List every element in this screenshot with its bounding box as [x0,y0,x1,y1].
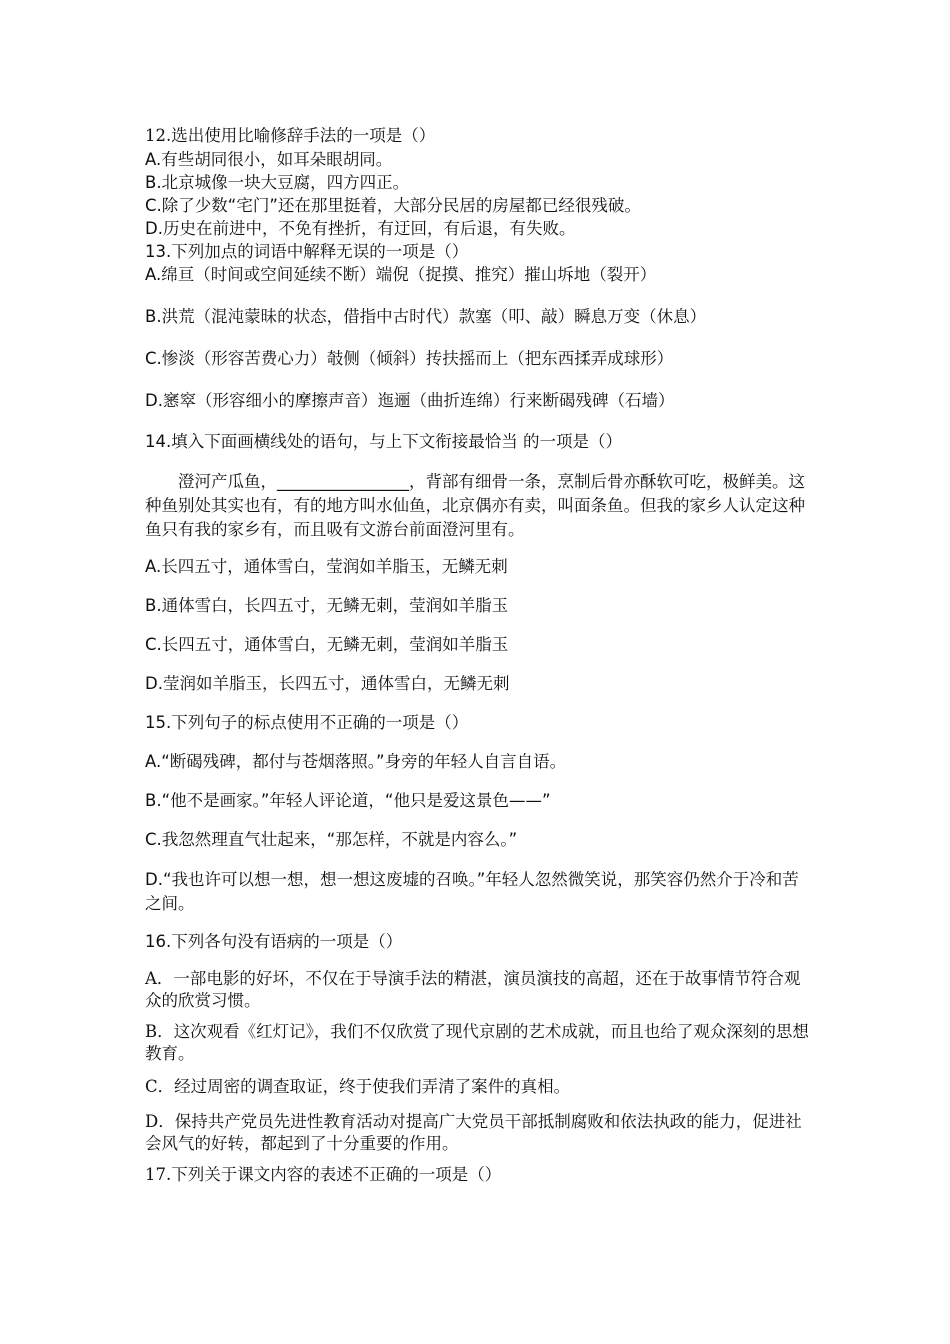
question-15-option-a: A.“断碣残碑，都付与苍烟落照。”身旁的年轻人自言自语。 [145,752,567,771]
question-12-option-a: A.有些胡同很小，如耳朵眼胡同。 [145,150,393,169]
question-13-stem: 13.下列加点的词语中解释无误的一项是（） [145,242,469,261]
question-16-option-b: B．这次观看《红灯记》，我们不仅欣赏了现代京剧的艺术成就，而且也给了观众深刻的思想教育。 [145,1022,809,1063]
question-16-option-c: C．经过周密的调查取证，终于使我们弄清了案件的真相。 [145,1077,571,1096]
question-13-option-b: B.洪荒（混沌蒙昧的状态，借指中古时代）款塞（叩、敲）瞬息万变（休息） [145,307,707,326]
question-12-option-c: C.除了少数“宅门”还在那里挺着，大部分民居的房屋都已经很残破。 [145,196,641,215]
question-17-stem: 17.下列关于课文内容的表述不正确的一项是（） [145,1165,502,1184]
question-12-option-b: B.北京城像一块大豆腐，四方四正。 [145,173,410,192]
question-12-stem: 12.选出使用比喻修辞手法的一项是（） [145,126,436,145]
question-14-passage: 澄河产瓜鱼，________________，背部有细骨一条，烹制后骨亦酥软可吃，极鲜美。这种鱼别处其实也有，有的地方叫水仙鱼，北京偶亦有卖，叫面条鱼。但我的家乡人认定这种鱼只有我的家乡有，而且吸有文游台前面澄河里有。 [145,472,805,539]
question-16-option-d: D．保持共产党员先进性教育活动对提高广大党员干部抵制腐败和依法执政的能力，促进社会风气的好转，都起到了十分重要的作用。 [145,1112,802,1153]
question-14-option-c: C.长四五寸，通体雪白，无鳞无刺，莹润如羊脂玉 [145,635,509,654]
question-15-option-b: B.“他不是画家。”年轻人评论道，“他只是爱这景色——” [145,791,551,810]
question-15-option-c: C.我忽然理直气壮起来，“那怎样，不就是内容么。” [145,830,518,849]
question-16-stem: 16.下列各句没有语病的一项是（） [145,932,403,951]
question-14-option-a: A.长四五寸，通体雪白，莹润如羊脂玉，无鳞无刺 [145,557,508,576]
question-13-option-a: A.绵亘（时间或空间延续不断）端倪（捉摸、推究）摧山坼地（裂开） [145,265,657,284]
question-14-option-d: D.莹润如羊脂玉，长四五寸，通体雪白，无鳞无刺 [145,674,510,693]
question-15-stem: 15.下列句子的标点使用不正确的一项是（） [145,713,469,732]
question-14-option-b: B.通体雪白，长四五寸，无鳞无刺，莹润如羊脂玉 [145,596,509,615]
question-16-option-a: A．一部电影的好坏，不仅在于导演手法的精湛，演员演技的高超，还在于故事情节符合观众的欣赏习惯。 [145,969,801,1010]
question-14-stem: 14.填入下面画横线处的语句，与上下文衔接最恰当 的一项是（） [145,432,622,451]
question-13-option-d: D.窸窣（形容细小的摩擦声音）迤逦（曲折连绵）行来断碣残碑（石墙） [145,391,675,410]
question-15-option-d: D.“我也许可以想一想，想一想这废墟的召唤。”年轻人忽然微笑说，那笑容仍然介于冷和苦之间。 [145,870,799,913]
question-13-option-c: C.惨淡（形容苦费心力）攲侧（倾斜）抟扶摇而上（把东西揉弄成球形） [145,349,674,368]
question-12-option-d: D.历史在前进中，不免有挫折，有迂回，有后退，有失败。 [145,219,576,238]
